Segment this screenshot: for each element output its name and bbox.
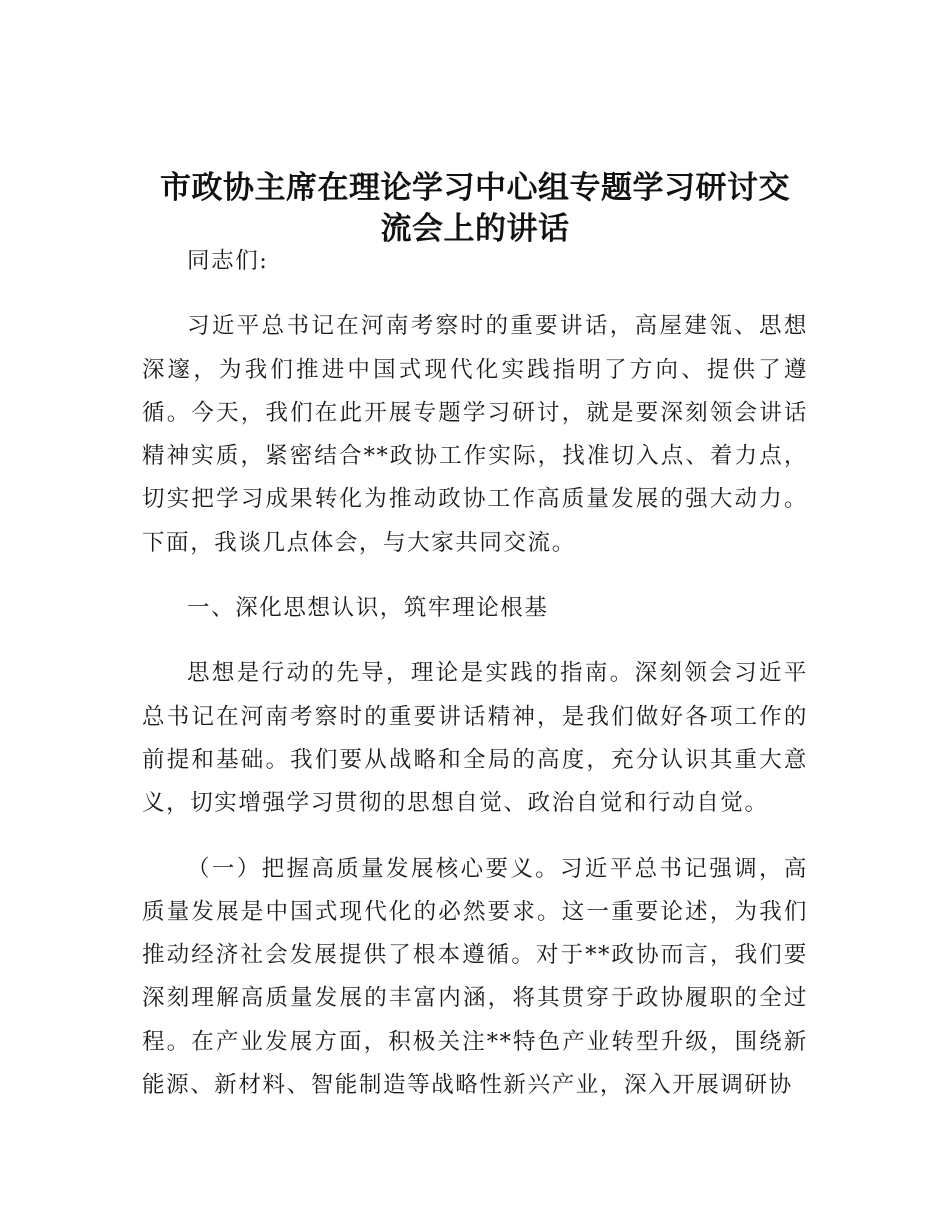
salutation: 同志们: bbox=[187, 248, 269, 274]
paragraph-section-1: 思想是行动的先导，理论是实践的指南。深刻领会习近平总书记在河南考察时的重要讲话精神，是我们做好各项工作的前提和基础。我们要从战略和全局的高度，充分认识其重大意义，切实增强学习贯彻的思想自觉、政治自觉和行动自觉。 bbox=[142, 660, 808, 817]
document-body bbox=[142, 240, 808, 1129]
title-line-1: 市政协主席在理论学习中心组专题学习研讨交 bbox=[160, 170, 790, 206]
paragraph-intro: 习近平总书记在河南考察时的重要讲话，高屋建瓴、思想深邃，为我们推进中国式现代化实践指明了方向、提供了遵循。今天，我们在此开展专题学习研讨，就是要深刻领会讲话精神实质，紧密结合**政协工作实际，找准切入点、着力点，切实把学习成果转化为推动政协工作高质量发展的强大动力。下面，我谈几点体会，与大家共同交流。 bbox=[142, 313, 808, 556]
document-title bbox=[120, 168, 830, 250]
paragraph-subsection-1: （一）把握高质量发展核心要义。习近平总书记强调，高质量发展是中国式现代化的必然要求。这一重要论述，为我们推动经济社会发展提供了根本遵循。对于**政协而言，我们要深刻理解高质量发展的丰富内涵，将其贯穿于政协履职的全过程。在产业发展方面，积极关注**特色产业转型升级，围绕新能源、新材料、智能制造等战略性新兴产业，深入开展调研协 bbox=[142, 855, 808, 1099]
title-line-2: 流会上的讲话 bbox=[380, 211, 570, 247]
section-heading-1: 一、深化思想认识，筑牢理论根基 bbox=[187, 595, 549, 622]
